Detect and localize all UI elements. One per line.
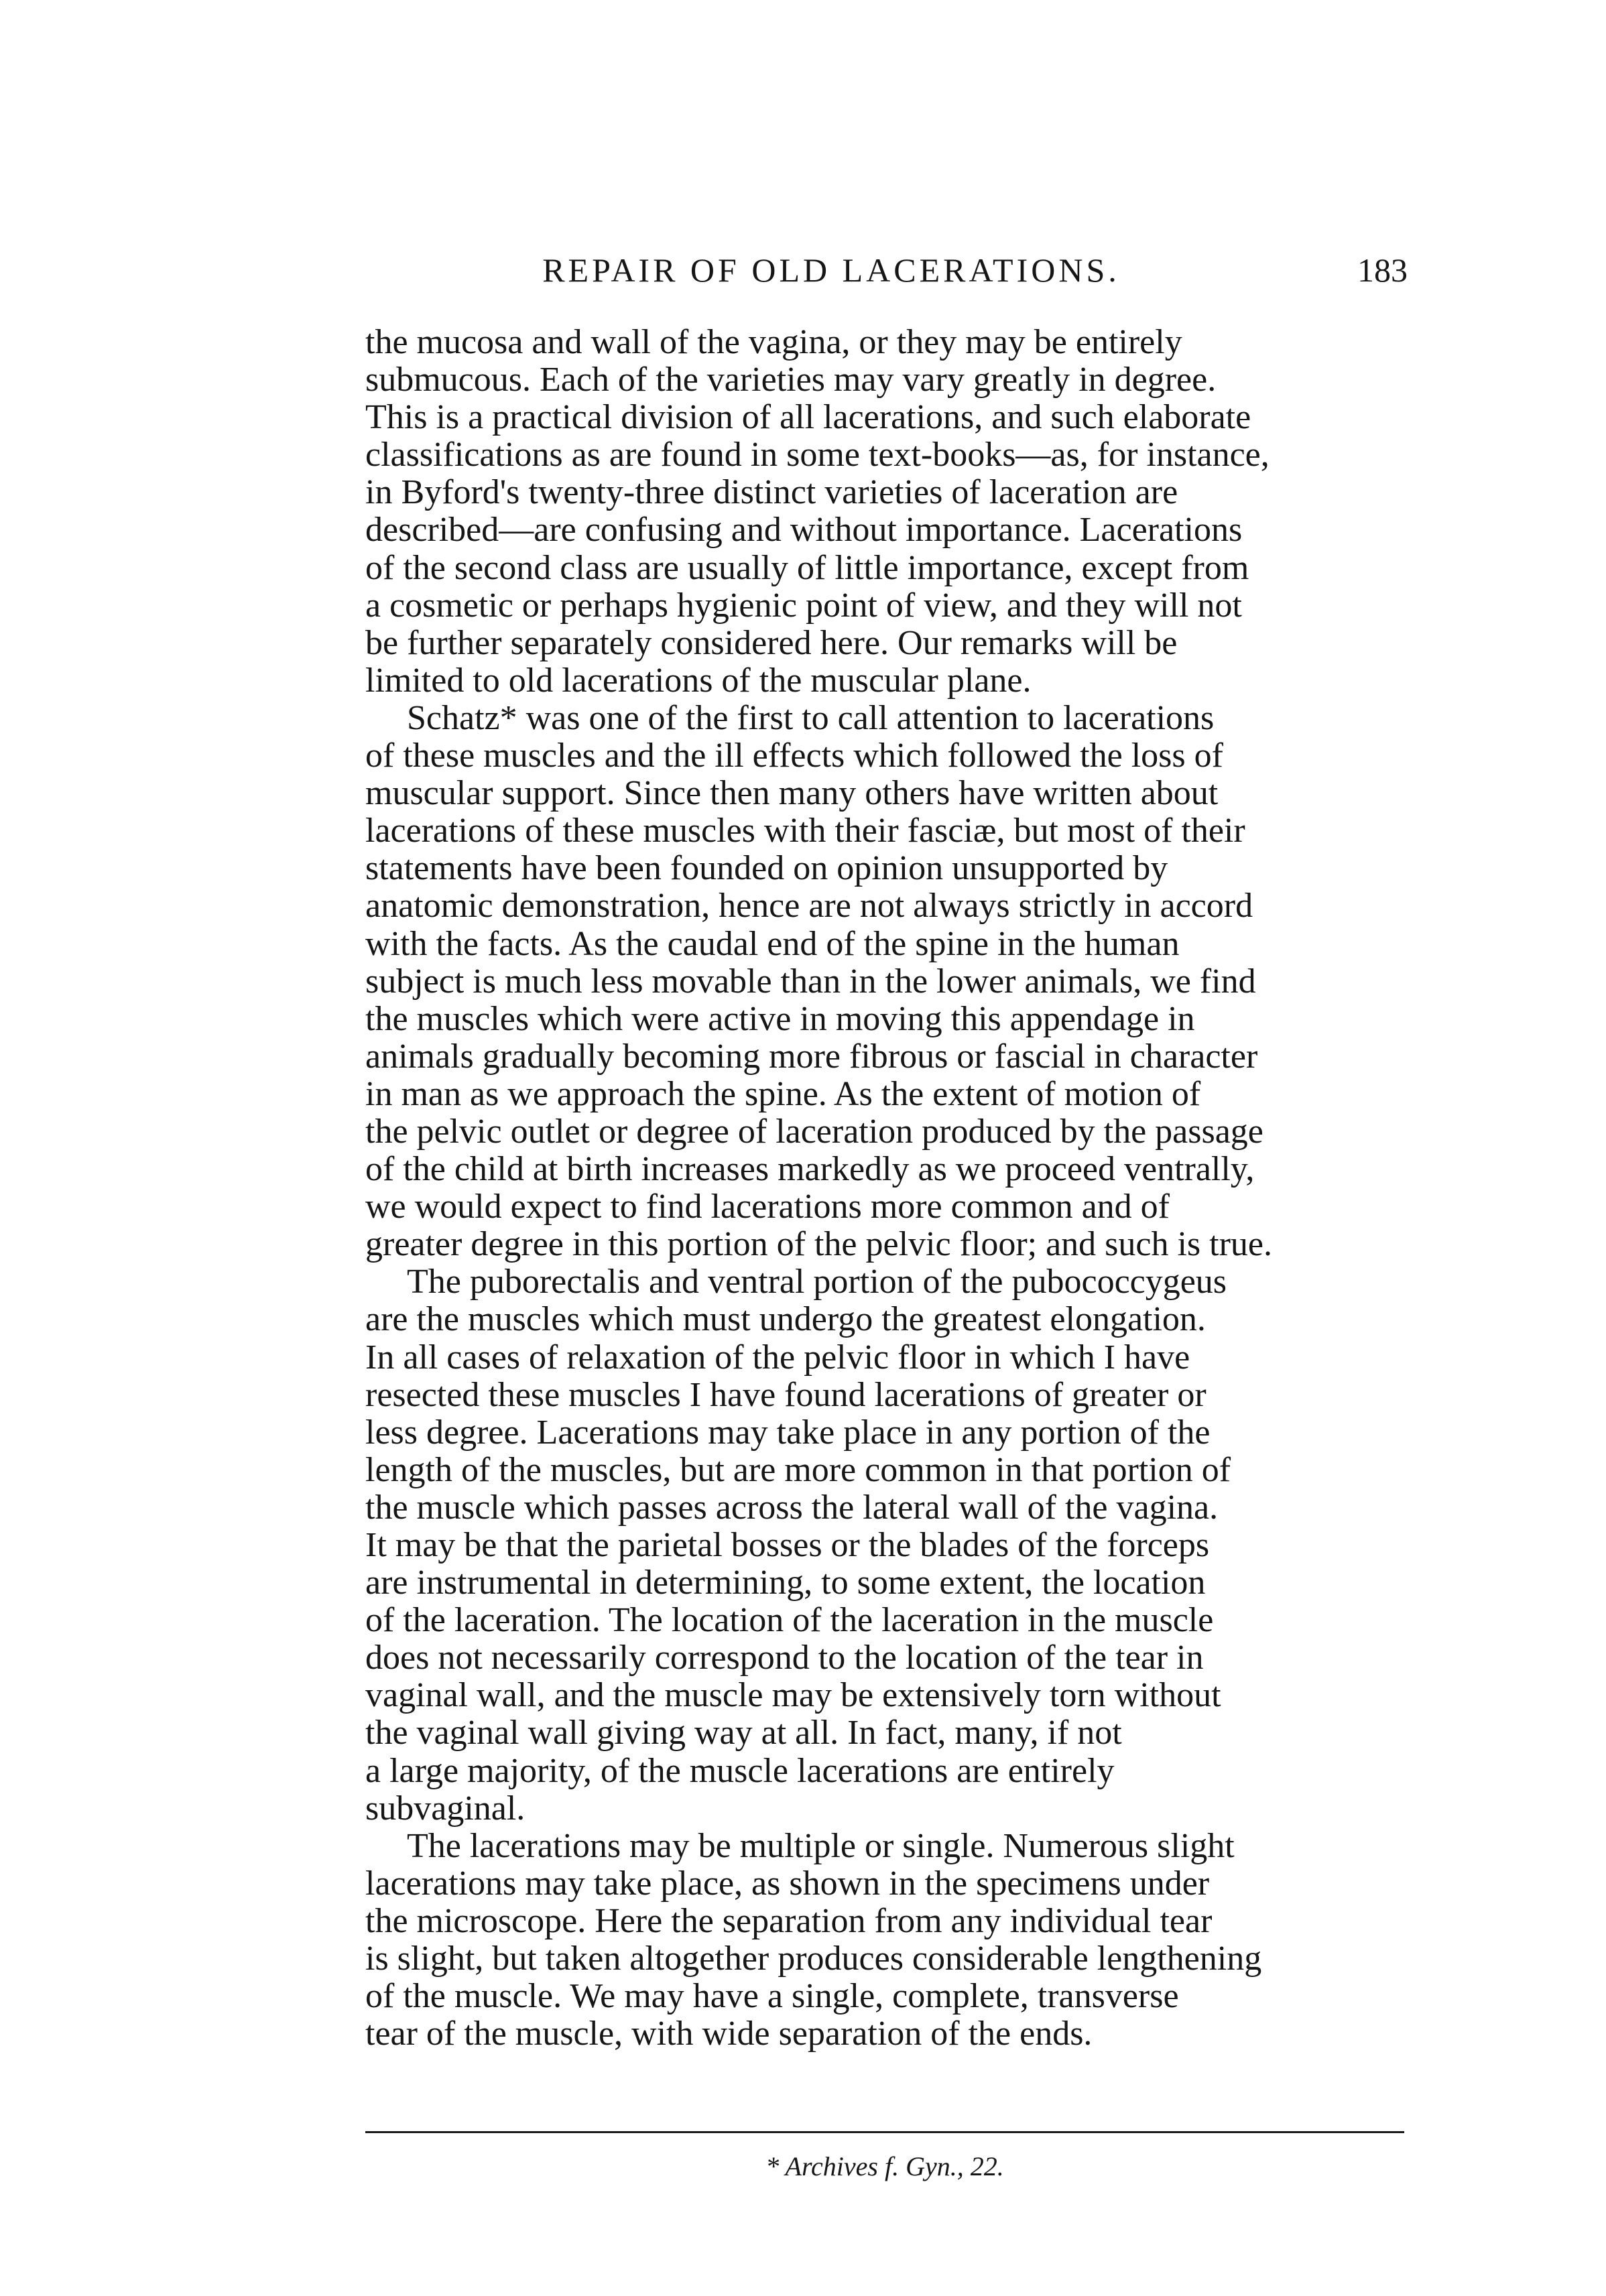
text-line: animals gradually becoming more fibrous or fascial in character	[365, 1037, 1258, 1076]
text-line: the vaginal wall giving way at all. In fact, many, if not	[365, 1714, 1122, 1752]
text-line: classifications as are found in some text-books—as, for instance,	[365, 436, 1270, 474]
text-line: of the child at birth increases markedly as we proceed ventrally,	[365, 1150, 1255, 1189]
running-title: REPAIR OF OLD LACERATIONS.	[542, 251, 1120, 289]
text-line: subvaginal.	[365, 1789, 526, 1828]
text-line: lacerations of these muscles with their fasciæ, but most of their	[365, 812, 1245, 850]
text-line: of the muscle. We may have a single, complete, transverse	[365, 1977, 1179, 2016]
text-line: in man as we approach the spine. As the extent of motion of	[365, 1074, 1201, 1113]
text-line: are instrumental in determining, to some extent, the location	[365, 1564, 1206, 1602]
text-line: submucous. Each of the varieties may vary greatly in degree.	[365, 361, 1217, 399]
text-line: of the laceration. The location of the laceration in the muscle	[365, 1601, 1214, 1640]
text-line: subject is much less movable than in the lower animals, we find	[365, 962, 1256, 1001]
text-line: anatomic demonstration, hence are not always strictly in accord	[365, 887, 1253, 926]
text-line: Schatz* was one of the first to call attention to lacerations	[407, 698, 1215, 737]
text-line: It may be that the parietal bosses or the blades of the forceps	[365, 1526, 1210, 1564]
text-line: the pelvic outlet or degree of laceration produced by the passage	[365, 1112, 1263, 1151]
text-line: greater degree in this portion of the pelvic floor; and such is true.	[365, 1225, 1273, 1264]
text-line: the muscles which were active in moving this appendage in	[365, 999, 1195, 1038]
text-line: a cosmetic or perhaps hygienic point of view, and they will not	[365, 586, 1242, 625]
text-line: tear of the muscle, with wide separation of the ends.	[365, 2015, 1093, 2053]
text-line: lacerations may take place, as shown in the specimens under	[365, 1864, 1210, 1903]
text-line: described—are confusing and without importance. Lacerations	[365, 511, 1243, 550]
text-line: resected these muscles I have found lacerations of greater or	[365, 1375, 1207, 1414]
text-line: muscular support. Since then many others have written about	[365, 774, 1219, 813]
body-text	[365, 324, 1404, 2053]
text-line: the microscope. Here the separation from any individual tear	[365, 1901, 1213, 1940]
text-line: in Byford's twenty-three distinct varieties of laceration are	[365, 473, 1178, 512]
text-line: length of the muscles, but are more common in that portion of	[365, 1450, 1231, 1489]
text-line: with the facts. As the caudal end of the spine in the human	[365, 924, 1180, 963]
text-line: be further separately considered here. Our remarks will be	[365, 623, 1178, 662]
text-line: are the muscles which must undergo the greatest elongation.	[365, 1300, 1206, 1339]
text-line: the mucosa and wall of the vagina, or they may be entirely	[365, 323, 1182, 361]
text-line: is slight, but taken altogether produces considerable lengthening	[365, 1939, 1262, 1978]
footnote-divider	[365, 2131, 1404, 2133]
text-line: This is a practical division of all lacerations, and such elaborate	[365, 398, 1251, 437]
text-line: less degree. Lacerations may take place in any portion of the	[365, 1413, 1211, 1452]
text-line: of the second class are usually of little importance, except from	[365, 548, 1249, 587]
page-number: 183	[1357, 251, 1408, 289]
text-line: vaginal wall, and the muscle may be extensively torn without	[365, 1676, 1221, 1715]
footnote: * Archives f. Gyn., 22.	[765, 2151, 1004, 2181]
running-head	[362, 247, 1408, 294]
text-line: the muscle which passes across the lateral wall of the vagina.	[365, 1488, 1219, 1527]
text-line: limited to old lacerations of the muscular plane.	[365, 661, 1032, 700]
text-line: of these muscles and the ill effects which followed the loss of	[365, 737, 1223, 775]
text-line: a large majority, of the muscle lacerations are entirely	[365, 1751, 1115, 1790]
text-line: we would expect to find lacerations more common and of	[365, 1188, 1170, 1226]
text-line: The lacerations may be multiple or single. Numerous slight	[407, 1826, 1235, 1865]
text-line: does not necessarily correspond to the location of the tear in	[365, 1639, 1204, 1677]
text-line: In all cases of relaxation of the pelvic floor in which I have	[365, 1338, 1190, 1377]
text-line: The puborectalis and ventral portion of the pubococcygeus	[407, 1263, 1227, 1301]
text-line: statements have been founded on opinion unsupported by	[365, 849, 1168, 888]
